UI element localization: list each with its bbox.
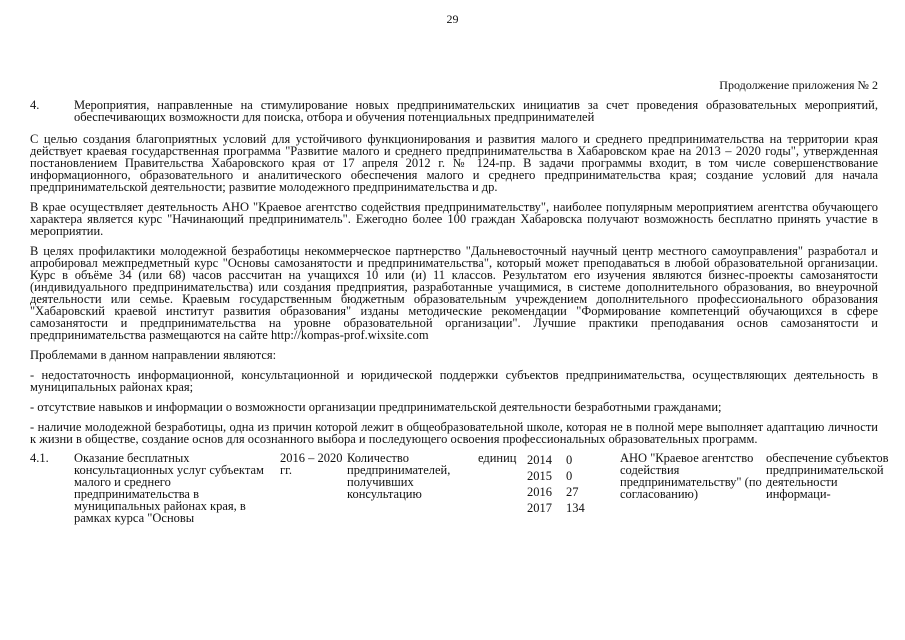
paragraph-problems-intro: Проблемами в данном направлении являются:: [30, 348, 277, 362]
value-cell: 0: [566, 469, 573, 483]
table-row: [30, 452, 894, 524]
paragraph-program: С целью создания благоприятных условий для устойчивого функционирования и развития малого и среднего предпринимательства на территории края действует краевая государственная программа "Развитие малого и среднего предпринимательства в Хабаровском крае на 2013 – 2020 годы", утвержденная постановлением Правительства Хабаровского края от 17 апреля 2012 г. № 124-пр. В задачи программы входит, в том числе совершенствование информационного, образовательного и аналитического обеспечения малого и среднего предпринимательства края; создание условий для начала предпринимательской деятельности; развитие молодежного предпринимательства и др.: [30, 132, 878, 194]
page-number: 29: [446, 12, 459, 26]
year-cell: 2017: [527, 501, 552, 515]
row-number: 4.1.: [30, 451, 49, 465]
year-cell: 2015: [527, 469, 552, 483]
measures-table: [30, 452, 894, 524]
section-heading: [30, 99, 878, 123]
value-column: [566, 452, 620, 524]
expected-result: обеспечение субъектов предпринимательской деятельности информаци-: [766, 451, 889, 501]
document-body: [30, 98, 889, 525]
section-number: 4.: [30, 98, 40, 112]
indicator-name: Количество предпринимателей, получивших консультацию: [347, 451, 451, 501]
value-cell: 0: [566, 453, 573, 467]
value-cell: 134: [566, 501, 585, 515]
year-cell: 2016: [527, 485, 552, 499]
problem-item: - недостаточность информационной, консультационной и юридической поддержки субъектов предпринимательства, осуществляющих деятельность в муниципальных районах края;: [30, 368, 878, 394]
year-column: [527, 452, 566, 524]
year-cell: 2014: [527, 453, 552, 467]
paragraph-course: В целях профилактики молодежной безработицы некоммерческое партнерство "Дальневосточный научный центр местного самоуправления" разработал и апробировал межпредметный курс "Основы самозанятости и предпринимательства", который может преподаваться в любой образовательной организации. Курс в объёме 34 (или 68) часов рассчитан на учащихся 10 или (и) 11 классов. Результатом его изучения являются бизнес-проекты самозанятости (индивидуального предпринимательства) или создания предприятия, разработанные учащимися, в системе дополнительного образования, во внеурочной деятельности или семье. Краевым государственным бюджетным образовательным учреждением дополнительного профессионального образования "Хабаровский краевой институт развития образования" изданы методические рекомендации "Формирование компетенций обучающихся в сфере самозанятости и предпринимательства на уровне образовательной организации". Лучшие практики преподавания основ самозанятости и предпринимательства размещаются на сайте http://kompas-prof.wixsite.com: [30, 244, 878, 342]
appendix-continuation-label: Продолжение приложения № 2: [719, 78, 878, 92]
event-description: Оказание бесплатных консультационных услуг субъектам малого и среднего предпринимательства в муниципальных районах края, в рамках курса "Основы: [74, 451, 264, 525]
section-title: Мероприятия, направленные на стимулирование новых предпринимательских инициатив за счет проведения образовательных мероприятий, обеспечивающих возможности для поиска, отбора и обучения потенциальных предпринимателей: [74, 98, 878, 124]
indicator-unit: единиц: [478, 451, 517, 465]
value-cell: 27: [566, 485, 579, 499]
executor: АНО "Краевое агентство содействия предпринимательству" (по согласованию): [620, 451, 762, 501]
paragraph-agency: В крае осуществляет деятельность АНО "Краевое агентство содействия предпринимательству", наиболее популярным мероприятием агентства обучающего характера является курс "Начинающий предприниматель". Ежегодно более 100 граждан Хабаровска получают возможность бесплатно принять участие в мероприятии.: [30, 200, 878, 238]
event-period: 2016 – 2020 гг.: [280, 451, 343, 477]
problem-item: - отсутствие навыков и информации о возможности организации предпринимательской деятельности безработными гражданами;: [30, 400, 722, 414]
problem-item: - наличие молодежной безработицы, одна из причин которой лежит в общеобразовательной школе, которая не в полной мере выполняет адаптацию личности к жизни в обществе, создание основ для осознанного выбора и последующего освоения профессиональных образовательных программ.: [30, 420, 878, 446]
